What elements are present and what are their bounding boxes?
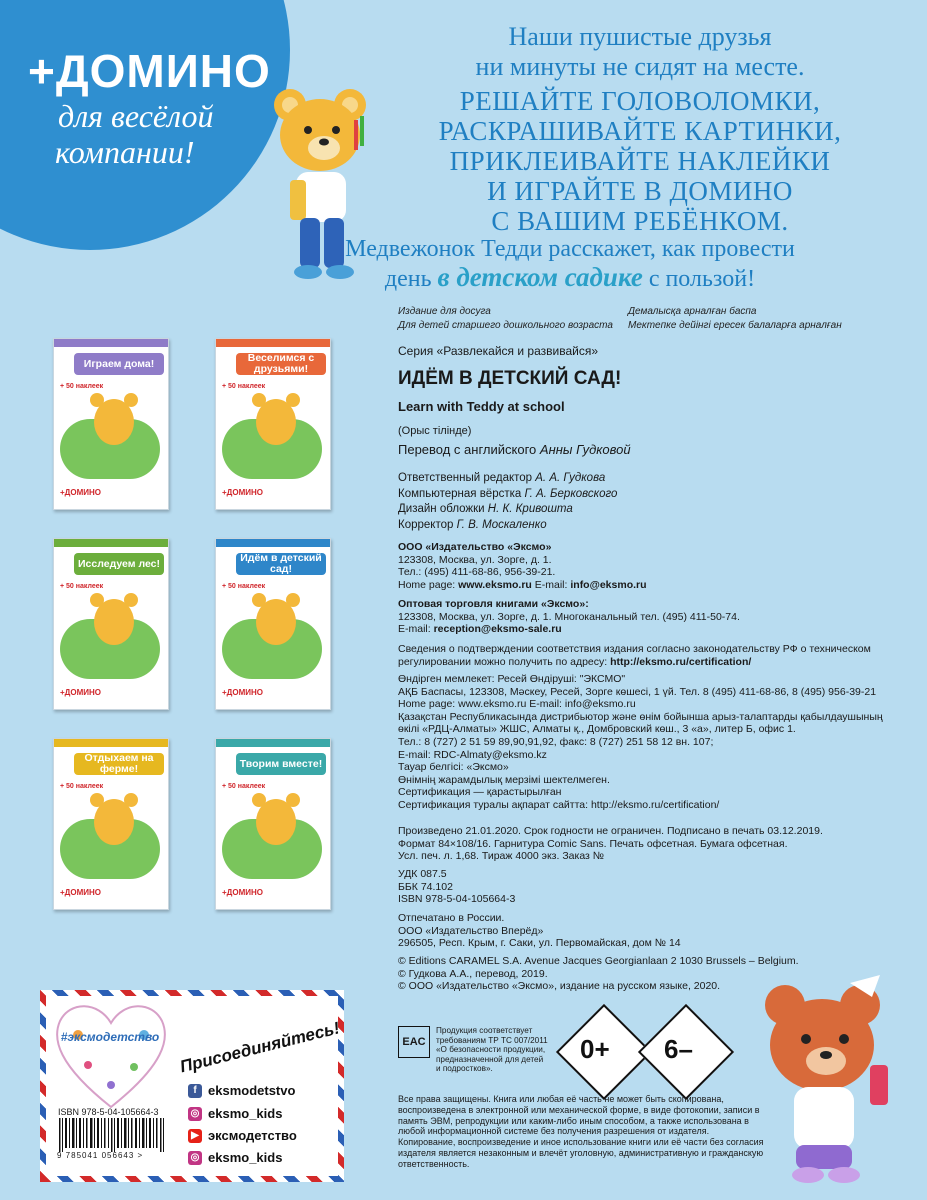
print-block: [398, 825, 823, 863]
join-label: Присоединяйтесь!: [178, 1018, 342, 1077]
thumb-bear-icon: [256, 399, 296, 445]
teddy-line-2-start: день: [384, 266, 432, 292]
meta-ru-1: Издание для досуга: [398, 306, 491, 317]
thumb-stickers: + 50 наклеек: [60, 383, 104, 390]
thumb-title: Исследуем лес!: [74, 553, 164, 575]
meta-ru-2: Для детей старшего дошкольного возраста: [398, 320, 613, 331]
thumb-band: [54, 539, 168, 547]
kz-line: Қазақстан Республикасында дистрибьютор және өнім бойынша арыз-талаптарды қабылдаушының: [398, 710, 883, 723]
kz-line: Өнімнің жарамдылық мерзімі шектелмеген.: [398, 773, 610, 786]
thumb-stickers: + 50 наклеек: [60, 783, 104, 790]
book-thumb[interactable]: [215, 538, 331, 710]
teddy-line-2-end: с пользой!: [648, 266, 756, 292]
age-rating: 0+: [580, 1034, 610, 1064]
kz-line: Сертификация туралы ақпарат сайтта: http://eksmo.ru/certification/: [398, 798, 720, 811]
kz-line: Home page: www.eksmo.ru E-mail: info@eksmo.ru: [398, 698, 636, 711]
codes-block: [398, 868, 515, 906]
eac-line: «О безопасности продукции,: [436, 1045, 546, 1055]
wholesale-title: Оптовая торговля книгами «Эксмо»:: [398, 598, 589, 610]
translator: Анны Гудковой: [539, 442, 631, 457]
teddy-line-2: [230, 262, 910, 293]
thumb-band: [216, 539, 330, 547]
wholesale-email-link[interactable]: reception@eksmo-sale.ru: [433, 623, 562, 636]
publisher-email-link[interactable]: info@eksmo.ru: [570, 578, 647, 591]
eac-text: [436, 1026, 548, 1074]
promo-subtitle-1: для весёлой: [58, 98, 214, 134]
teddy-girl-illustration: [740, 975, 910, 1190]
thumb-bear-icon: [256, 799, 296, 845]
thumb-bear-icon: [94, 799, 134, 845]
credit-row: [398, 502, 617, 518]
book-thumb[interactable]: [53, 338, 169, 510]
thumb-domino: +ДОМИНО: [60, 888, 102, 897]
thumb-title: Веселимся с друзьями!: [236, 353, 326, 375]
social-instagram[interactable]: [188, 1106, 282, 1121]
teddy-line-2-highlight: в детском садике: [437, 262, 643, 292]
copyright-line: © Гудкова А.А., перевод, 2019.: [398, 967, 548, 980]
printed-line: ООО «Издательство Вперёд»: [398, 924, 544, 937]
cert-line-1: Сведения о подтверждении соответствия издания согласно законодательству РФ о техническом: [398, 643, 871, 655]
series: Серия «Развлекайся и развивайся»: [398, 344, 598, 358]
social-facebook[interactable]: [188, 1083, 295, 1098]
instagram-icon: ◎: [188, 1151, 202, 1165]
translation: [398, 444, 631, 457]
credit-row: [398, 471, 617, 487]
wholesale-address: 123308, Москва, ул. Зорге, д. 1. Многоканальный тел. (495) 411-50-74.: [398, 610, 740, 623]
publisher-block: [398, 541, 647, 591]
barcode-digits: 9 785041 056643 >: [57, 1151, 144, 1160]
translation-label: Перевод с английского: [398, 442, 537, 457]
thumb-band: [216, 339, 330, 347]
credit-name: Г. В. Москаленко: [456, 518, 547, 531]
heart-icon: [48, 995, 174, 1115]
social-instagram-2[interactable]: [188, 1150, 282, 1165]
credit-role: Корректор: [398, 518, 454, 531]
credit-role: Компьютерная вёрстка: [398, 487, 522, 500]
language-note: (Орыс тілінде): [398, 425, 472, 437]
wholesale-block: [398, 598, 740, 636]
home-label: Home page:: [398, 578, 456, 591]
print-line: Усл. печ. л. 1,68. Тираж 4000 экз. Заказ №: [398, 850, 605, 863]
meta-kz-1: Демалысқа арналған баспа: [628, 306, 757, 317]
publisher-name: ООО «Издательство «Эксмо»: [398, 541, 552, 553]
social-youtube[interactable]: [188, 1128, 297, 1143]
kz-line: E-mail: RDC-Almaty@eksmo.kz: [398, 748, 547, 761]
thumb-title: Творим вместе!: [236, 753, 326, 775]
caps-line-5: С ВАШИМ РЕБЁНКОМ.: [491, 206, 789, 236]
copyright-block: [398, 955, 799, 993]
facebook-icon: f: [188, 1084, 202, 1098]
kz-line: Тауар белгісі: «Эксмо»: [398, 761, 509, 774]
kz-block: [398, 673, 883, 812]
email-label: E-mail:: [534, 578, 568, 591]
certification-block: [398, 643, 871, 668]
thumb-bear-icon: [256, 599, 296, 645]
thumb-band: [54, 739, 168, 747]
eac-line: требованиям ТР ТС 007/2011: [436, 1035, 548, 1045]
thumb-domino: +ДОМИНО: [222, 488, 264, 497]
social-label: eksmodetstvo: [208, 1083, 296, 1098]
publisher-address: 123308, Москва, ул. Зорге, д. 1.: [398, 553, 552, 566]
caps-line-1: РЕШАЙТЕ ГОЛОВОЛОМКИ,: [459, 86, 821, 116]
caps-line-4: И ИГРАЙТЕ В ДОМИНО: [487, 176, 793, 206]
print-line: Формат 84×108/16. Гарнитура Comic Sans. Печать офсетная. Бумага офсетная.: [398, 837, 788, 850]
thumb-stickers: + 50 наклеек: [222, 783, 266, 790]
thumb-stickers: + 50 наклеек: [222, 583, 266, 590]
caps-line-2: РАСКРАШИВАЙТЕ КАРТИНКИ,: [438, 116, 842, 146]
cert-link[interactable]: http://eksmo.ru/certification/: [610, 655, 752, 668]
credit-name: А. А. Гудкова: [535, 472, 606, 484]
kz-line: АҚБ Баспасы, 123308, Мәскеу, Ресей, Зорге көшесі, 1 үй. Тел. 8 (495) 411-68-86, 8 (495) 956-39-21: [398, 685, 877, 698]
eac-mark-icon: EAC: [398, 1026, 430, 1058]
email-label: E-mail:: [398, 623, 431, 636]
credit-role: Дизайн обложки: [398, 503, 485, 515]
credit-name: Н. К. Кривошта: [487, 503, 573, 515]
printed-line: Отпечатано в России.: [398, 912, 505, 924]
kz-line: Өндірген мемлекет: Ресей Өндіруші: "ЭКСМО": [398, 673, 626, 685]
promo-subtitle-2: компании!: [55, 134, 195, 170]
book-subtitle: Learn with Teddy at school: [398, 399, 565, 414]
intro-line-1: Наши пушистые друзья: [508, 22, 772, 51]
thumb-title: Играем дома!: [74, 353, 164, 375]
printed-block: [398, 912, 681, 950]
book-thumb[interactable]: [53, 738, 169, 910]
copyright-line: © Editions CARAMEL S.A. Avenue Jacques Georgianlaan 2 1030 Brussels – Belgium.: [398, 955, 799, 967]
thumb-bear-icon: [94, 599, 134, 645]
book-thumb[interactable]: [215, 338, 331, 510]
kz-line: өкілі «РДЦ-Алматы» ЖШС, Алматы қ., Домбровский көш., 3 «а», литер Б, офис 1.: [398, 723, 796, 736]
thumb-title: Отдыхаем на ферме!: [74, 753, 164, 775]
thumb-domino: +ДОМИНО: [222, 688, 264, 697]
youtube-icon: ▶: [188, 1129, 202, 1143]
barcode-isbn: ISBN 978-5-04-105664-3: [58, 1107, 159, 1117]
publisher-home-link[interactable]: www.eksmo.ru: [458, 578, 532, 591]
credit-role: Ответственный редактор: [398, 472, 533, 484]
meta-kz-2: Мектепке дейінгі ересек балаларға арналған: [628, 320, 842, 331]
intro-line-2: ни минуты не сидят на месте.: [475, 52, 805, 81]
teddy-line-1: Медвежонок Тедди расскажет, как провести: [345, 236, 795, 262]
thumb-stickers: + 50 наклеек: [222, 383, 266, 390]
social-label: eksmo_kids: [208, 1106, 283, 1121]
eac-line: предназначенной для детей: [436, 1054, 544, 1064]
kz-line: Сертификация — қарастырылған: [398, 786, 562, 799]
heart-hashtag[interactable]: #эксмодетство: [60, 1030, 160, 1044]
kz-line: Тел.: 8 (727) 2 51 59 89,90,91,92, факс: 8 (727) 251 58 12 вн. 107;: [398, 735, 714, 748]
book-thumb[interactable]: [53, 538, 169, 710]
promo-domino-title: +ДОМИНО: [28, 45, 271, 97]
print-line: Произведено 21.01.2020. Срок годности не ограничен. Подписано в печать 03.12.2019.: [398, 825, 823, 837]
social-label: eksmo_kids: [208, 1150, 283, 1165]
thumb-bear-icon: [94, 399, 134, 445]
udk: УДК 087.5: [398, 868, 447, 880]
credit-name: Г. А. Берковского: [524, 487, 618, 500]
thumb-stickers: + 50 наклеек: [60, 583, 104, 590]
thumb-title: Идём в детский сад!: [236, 553, 326, 575]
isbn: ISBN 978-5-04-105664-3: [398, 893, 516, 906]
thumb-domino: +ДОМИНО: [60, 488, 102, 497]
copyright-line: © ООО «Издательство «Эксмо», издание на русском языке, 2020.: [398, 980, 721, 993]
thumb-domino: +ДОМИНО: [60, 688, 102, 697]
thumb-band: [54, 339, 168, 347]
rights-notice: Все права защищены. Книга или любая её часть не может быть скопирована, воспроизведена в электронной или механической форме, в виде фотокопии, записи в память ЭВМ, репродукции или каким-либо иным способом, а также использована в любой информационной системе без получения разрешения от издателя. Копирование, воспроизведение и иное использование книги или её части без согласия издателя является незаконным и влечёт уголовную, административную и гражданскую ответственность.: [398, 1094, 764, 1169]
caps-line-3: ПРИКЛЕИВАЙТЕ НАКЛЕЙКИ: [449, 146, 831, 176]
eac-line: Продукция соответствует: [436, 1026, 533, 1035]
credit-row: [398, 487, 617, 503]
printed-line: 296505, Респ. Крым, г. Саки, ул. Первомайская, дом № 14: [398, 937, 681, 950]
eac-line: и подростков».: [436, 1064, 493, 1074]
cert-line-2: регулировании можно получить по адресу:: [398, 655, 608, 668]
book-title: ИДЁМ В ДЕТСКИЙ САД!: [398, 368, 622, 389]
bbk: ББК 74.102: [398, 880, 453, 893]
thumb-domino: +ДОМИНО: [222, 888, 264, 897]
thumb-band: [216, 739, 330, 747]
credit-row: [398, 518, 617, 534]
book-thumb[interactable]: [215, 738, 331, 910]
instagram-icon: ◎: [188, 1107, 202, 1121]
social-label: эксмодетство: [208, 1128, 297, 1143]
credits: [398, 471, 617, 533]
publisher-tel: Тел.: (495) 411-68-86, 956-39-21.: [398, 566, 556, 579]
age-range: 6–: [664, 1034, 693, 1064]
